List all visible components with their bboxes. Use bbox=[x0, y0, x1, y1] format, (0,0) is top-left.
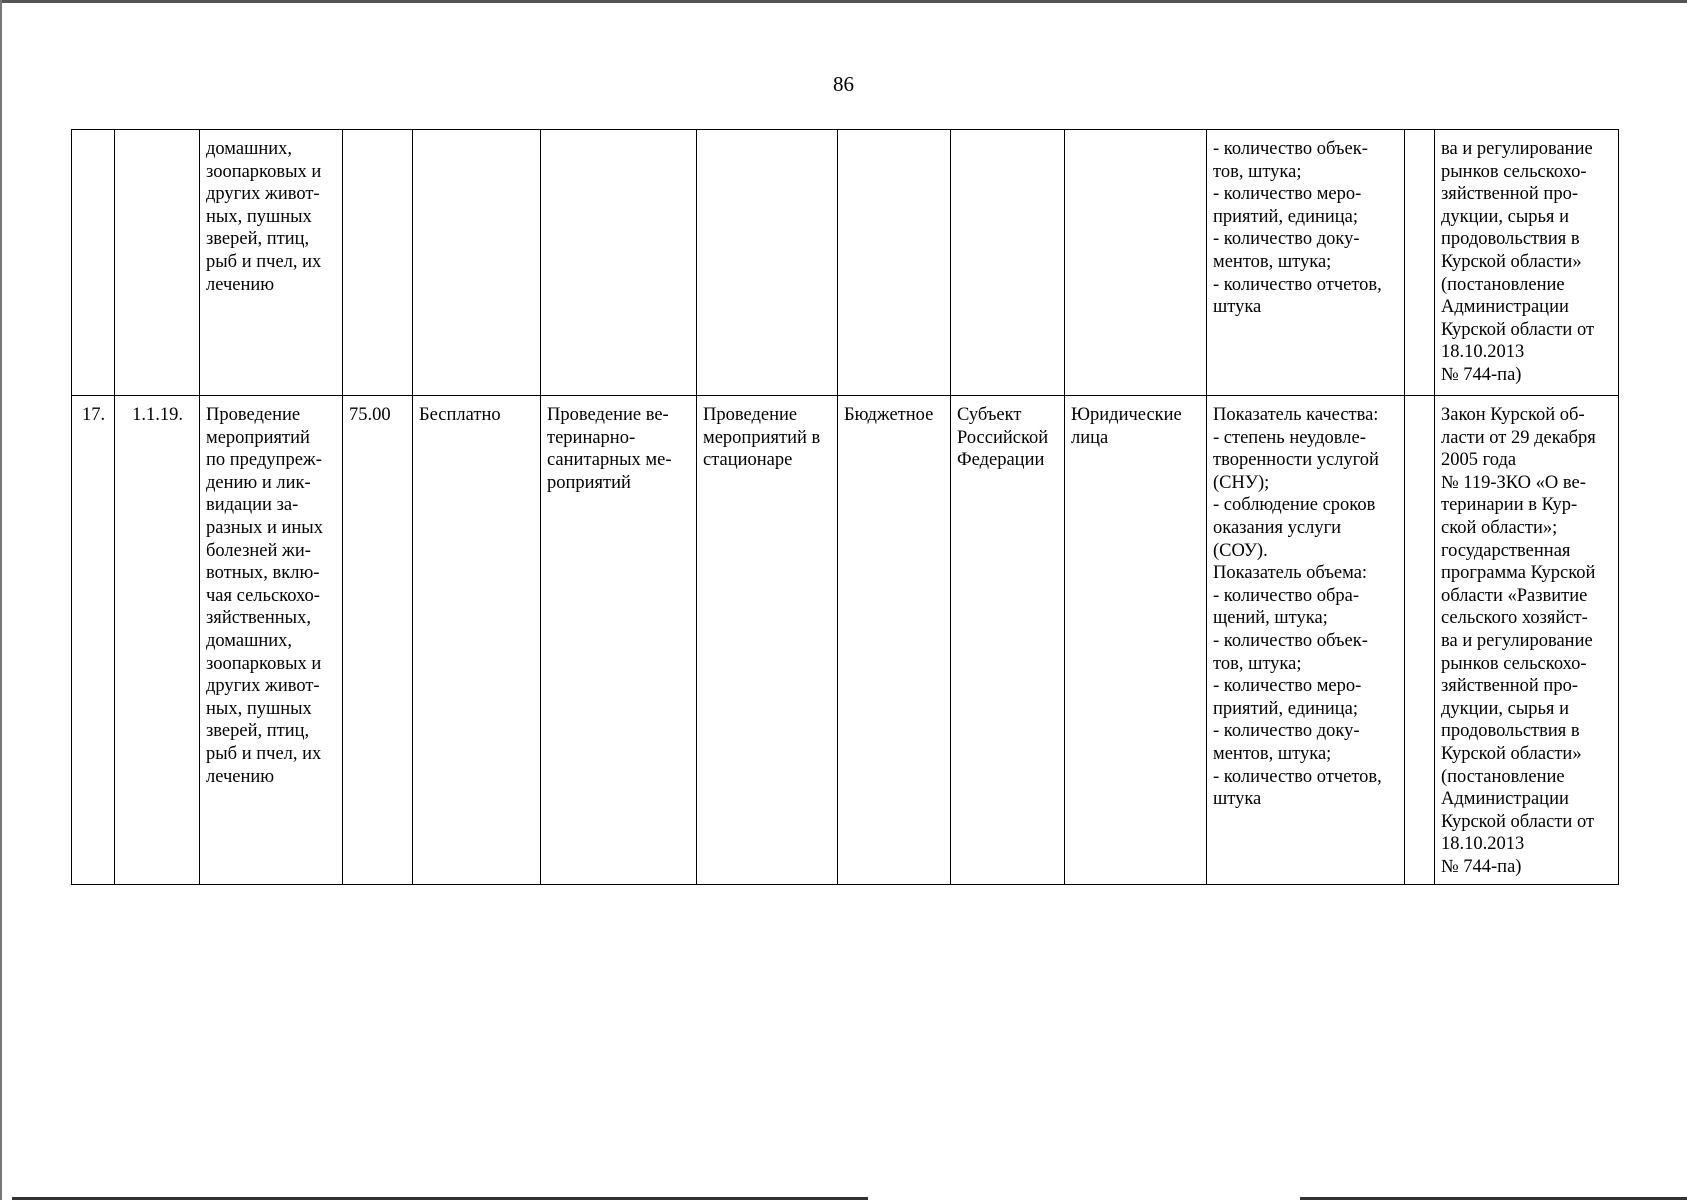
cell-text-line: - количество отчетов, bbox=[1213, 274, 1382, 295]
cell-institution-type: Бюджетное bbox=[838, 396, 951, 885]
cell-number: 17. bbox=[72, 396, 115, 885]
cell-text-line: (СОУ). bbox=[1213, 540, 1268, 561]
cell-text-line: № 744-па) bbox=[1441, 364, 1522, 385]
cell-text-line: дукции, сырья и bbox=[1441, 698, 1569, 719]
cell-text-line: 2005 года bbox=[1441, 450, 1517, 471]
cell-text-line: стационаре bbox=[703, 450, 793, 471]
cell-text-line: теринарно- bbox=[547, 427, 636, 448]
cell-text-line: зоопарковых и bbox=[206, 161, 322, 182]
cell-text-line: ласти от 29 декабря bbox=[1441, 427, 1596, 448]
cell-text-line: домашних, bbox=[206, 630, 293, 651]
cell-text-line: Закон Курской об- bbox=[1441, 405, 1585, 425]
scan-edge-left bbox=[0, 0, 2, 1200]
cell-text-line: штука bbox=[1213, 789, 1262, 810]
cell-text-line: Администрации bbox=[1441, 789, 1569, 810]
cell-institution-type bbox=[838, 130, 951, 396]
cell-text-line: лечению bbox=[206, 766, 275, 787]
cell-text-line: мероприятий в bbox=[703, 427, 821, 448]
cell-text-line: домашних, bbox=[206, 139, 293, 159]
cell-text-line: - соблюдение сроков bbox=[1213, 495, 1376, 516]
cell-text-line: - количество объек- bbox=[1213, 139, 1368, 159]
cell-number bbox=[72, 130, 115, 396]
cell-text-line: штука bbox=[1213, 297, 1262, 318]
cell-text-line: продовольствия в bbox=[1441, 721, 1580, 742]
cell-code: 1.1.19. bbox=[115, 396, 200, 885]
cell-text-line: других живот- bbox=[206, 676, 320, 697]
cell-text-line: зяйственных, bbox=[206, 608, 311, 629]
cell-text-line: Проведение ве- bbox=[547, 405, 669, 425]
cell-text-line: Курской области» bbox=[1441, 743, 1582, 764]
cell-text-line: других живот- bbox=[206, 184, 320, 205]
cell-text-line: - количество отчетов, bbox=[1213, 766, 1382, 787]
cell-text-line: Проведение bbox=[206, 405, 301, 425]
cell-text-line: тов, штука; bbox=[1213, 161, 1302, 182]
cell-consumers bbox=[1065, 396, 1207, 885]
cell-payment: Бесплатно bbox=[413, 396, 541, 885]
cell-text-line: разных и иных bbox=[206, 517, 323, 538]
cell-work-conditions bbox=[697, 396, 838, 885]
cell-text-line: роприятий bbox=[547, 472, 631, 493]
cell-indicators bbox=[1207, 396, 1405, 885]
cell-text-line: рыб и пчел, их bbox=[206, 251, 322, 272]
cell-text-line: болезней жи- bbox=[206, 540, 311, 561]
cell-text-line: Показатель качества: bbox=[1213, 405, 1379, 425]
cell-text-line: Юридические bbox=[1071, 405, 1182, 425]
cell-authority bbox=[951, 130, 1065, 396]
cell-text-line: - количество доку- bbox=[1213, 229, 1360, 250]
cell-text-line: зяйственной про- bbox=[1441, 184, 1578, 205]
cell-service-name bbox=[200, 396, 343, 885]
cell-text-line: дукции, сырья и bbox=[1441, 206, 1569, 227]
cell-text-line: - количество обра- bbox=[1213, 585, 1360, 606]
cell-text-line: мероприятий bbox=[206, 427, 310, 448]
cell-text-line: зяйственной про- bbox=[1441, 676, 1578, 697]
cell-service-name bbox=[200, 130, 343, 396]
cell-text-line: № 744-па) bbox=[1441, 856, 1522, 877]
cell-text-line: - степень неудовле- bbox=[1213, 427, 1366, 448]
cell-text-line: Федерации bbox=[957, 450, 1045, 471]
cell-text-line: Показатель объема: bbox=[1213, 563, 1368, 584]
cell-text-line: лечению bbox=[206, 274, 275, 295]
cell-text-line: ментов, штука; bbox=[1213, 743, 1332, 764]
cell-text-line: (постановление bbox=[1441, 274, 1565, 295]
cell-text-line: - количество меро- bbox=[1213, 676, 1362, 697]
cell-text-line: области «Развитие bbox=[1441, 585, 1588, 606]
cell-text-line: оказания услуги bbox=[1213, 517, 1342, 538]
cell-consumers bbox=[1065, 130, 1207, 396]
cell-text-line: 18.10.2013 bbox=[1441, 342, 1525, 363]
services-table bbox=[71, 129, 1619, 885]
page-number: 86 bbox=[833, 72, 854, 96]
cell-text-line: дению и лик- bbox=[206, 472, 311, 493]
cell-text-line: Субъект bbox=[957, 405, 1022, 425]
cell-code-value bbox=[343, 130, 413, 396]
cell-legal-basis bbox=[1435, 396, 1619, 885]
cell-empty bbox=[1405, 130, 1435, 396]
cell-text-line: по предупреж- bbox=[206, 450, 322, 471]
cell-text-line: Российской bbox=[957, 427, 1049, 448]
cell-text-line: (постановление bbox=[1441, 766, 1565, 787]
cell-text-line: рынков сельскохо- bbox=[1441, 653, 1587, 674]
cell-legal-basis bbox=[1435, 130, 1619, 396]
cell-indicators bbox=[1207, 130, 1405, 396]
cell-text-line: сельского хозяйст- bbox=[1441, 608, 1588, 629]
cell-text-line: государственная bbox=[1441, 540, 1571, 561]
cell-authority bbox=[951, 396, 1065, 885]
cell-text-line: рыб и пчел, их bbox=[206, 743, 322, 764]
cell-text-line: Курской области от bbox=[1441, 811, 1595, 832]
cell-text-line: зверей, птиц, bbox=[206, 721, 310, 742]
cell-text-line: Курской области от bbox=[1441, 319, 1595, 340]
cell-work-content bbox=[541, 396, 697, 885]
cell-payment bbox=[413, 130, 541, 396]
cell-text-line: ва и регулирование bbox=[1441, 139, 1593, 159]
cell-text-line: вотных, вклю- bbox=[206, 563, 320, 584]
cell-text-line: ментов, штука; bbox=[1213, 251, 1332, 272]
cell-text-line: Проведение bbox=[703, 405, 798, 425]
cell-text-line: приятий, единица; bbox=[1213, 206, 1359, 227]
cell-text-line: приятий, единица; bbox=[1213, 698, 1359, 719]
cell-work-content bbox=[541, 130, 697, 396]
cell-text-line: тов, штука; bbox=[1213, 653, 1302, 674]
cell-text-line: ных, пушных bbox=[206, 698, 312, 719]
cell-empty bbox=[1405, 396, 1435, 885]
cell-text-line: рынков сельскохо- bbox=[1441, 161, 1587, 182]
cell-text-line: санитарных ме- bbox=[547, 450, 672, 471]
cell-text-line: - количество объек- bbox=[1213, 630, 1368, 651]
cell-text-line: - количество доку- bbox=[1213, 721, 1360, 742]
cell-text-line: (СНУ); bbox=[1213, 472, 1270, 493]
cell-text-line: № 119-ЗКО «О ве- bbox=[1441, 472, 1586, 493]
cell-text-line: лица bbox=[1071, 427, 1109, 448]
cell-text-line: видации за- bbox=[206, 495, 299, 516]
cell-text-line: Курской области» bbox=[1441, 251, 1582, 272]
cell-code bbox=[115, 130, 200, 396]
table-row bbox=[72, 130, 1619, 396]
cell-text-line: творенности услугой bbox=[1213, 450, 1379, 471]
cell-text-line: 18.10.2013 bbox=[1441, 834, 1525, 855]
cell-text-line: зверей, птиц, bbox=[206, 229, 310, 250]
cell-text-line: - количество меро- bbox=[1213, 184, 1362, 205]
cell-text-line: ных, пушных bbox=[206, 206, 312, 227]
cell-text-line: зоопарковых и bbox=[206, 653, 322, 674]
cell-text-line: программа Курской bbox=[1441, 563, 1596, 584]
cell-text-line: продовольствия в bbox=[1441, 229, 1580, 250]
cell-text-line: теринарии в Кур- bbox=[1441, 495, 1578, 516]
cell-text-line: щений, штука; bbox=[1213, 608, 1328, 629]
cell-text-line: чая сельскохо- bbox=[206, 585, 320, 606]
table-row bbox=[72, 396, 1619, 885]
cell-text-line: ва и регулирование bbox=[1441, 630, 1593, 651]
cell-code-value: 75.00 bbox=[343, 396, 413, 885]
scan-edge-top bbox=[0, 0, 1687, 3]
cell-work-conditions bbox=[697, 130, 838, 396]
cell-text-line: Администрации bbox=[1441, 297, 1569, 318]
cell-text-line: ской области»; bbox=[1441, 517, 1558, 538]
